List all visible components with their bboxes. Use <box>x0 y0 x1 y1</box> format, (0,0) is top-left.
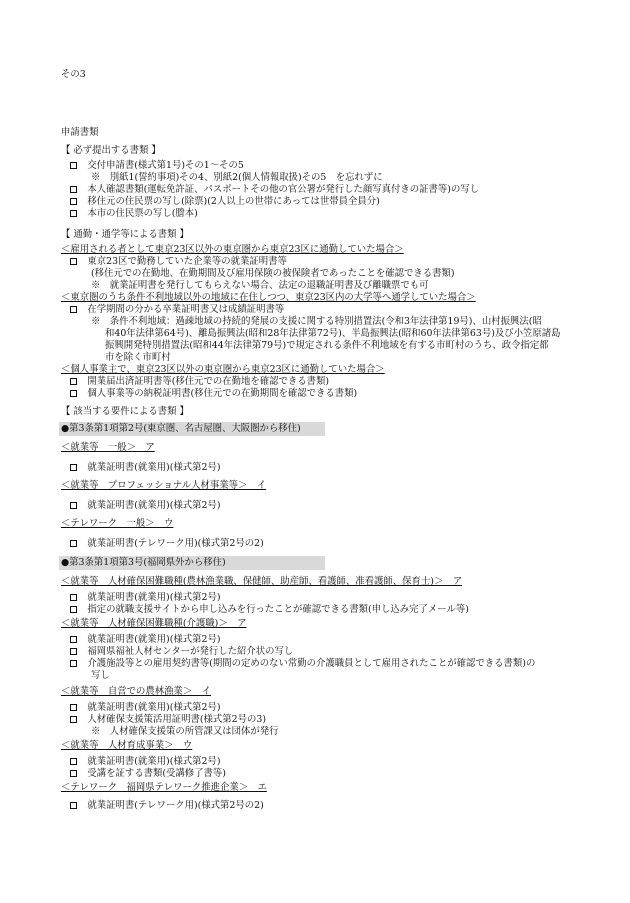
required-heading: 【 必ず提出する書類 】 <box>61 145 161 156</box>
list-item: 就業証明書(就業用)(様式第2号) <box>70 500 221 512</box>
checkbox[interactable] <box>70 162 77 169</box>
checkbox[interactable] <box>70 258 77 265</box>
case-heading: ＜個人事業主で、東京23区以外の東京圏から東京23区に通勤していた場合＞ <box>61 364 385 375</box>
checkbox[interactable] <box>70 802 77 809</box>
checkbox[interactable] <box>70 770 77 777</box>
continuation: 写し <box>91 670 110 681</box>
list-item: 在学期間の分かる卒業証明書又は成績証明書等 <box>70 304 284 316</box>
note: ※ 別紙1(誓約事項)その4、別紙2(個人情報取扱)その5 を忘れずに <box>91 172 383 183</box>
checkbox[interactable] <box>70 198 77 205</box>
checkbox[interactable] <box>70 636 77 643</box>
group-heading: ＜就業等 自営での農林漁業＞ イ <box>61 686 212 697</box>
list-item: 開業届出済証明書等(移住元での在勤地を確認できる書類) <box>70 376 329 388</box>
checkbox[interactable] <box>70 464 77 471</box>
checkbox[interactable] <box>70 594 77 601</box>
note: 市を除く市町村 <box>105 352 171 363</box>
list-item: 人材確保支援策活用証明書(様式第2号の3) <box>70 714 266 726</box>
checkbox[interactable] <box>70 306 77 313</box>
list-item: 福岡県福祉人材センターが発行した紹介状の写し <box>70 646 293 658</box>
commute-heading: 【 通勤・通学等による書類 】 <box>61 229 189 240</box>
group-heading: ＜就業等 人材育成事業＞ ウ <box>61 740 193 751</box>
list-item: 個人事業等の納税証明書(移住元での在勤期間を確認できる書類) <box>70 388 357 400</box>
group-heading: ＜就業等 一般＞ ア <box>61 442 155 453</box>
list-item: 本市の住民票の写し(謄本) <box>70 208 198 220</box>
list-item: 就業証明書(就業用)(様式第2号) <box>70 702 221 714</box>
list-item: 受講を証する書類(受講修了書等) <box>70 768 226 780</box>
group-heading: ＜就業等 プロフェッショナル人材事業等＞ イ <box>61 480 267 491</box>
list-item: 東京23区で勤務していた企業等の就業証明書等 <box>70 256 287 268</box>
list-item: 就業証明書(テレワーク用)(様式第2号の2) <box>70 800 264 812</box>
group-heading: ＜テレワーク 福岡県テレワーク推進企業＞ エ <box>61 782 267 793</box>
requirements-heading: 【 該当する要件による書類 】 <box>61 406 189 417</box>
section-title: ●第3条第1項第3号(福岡県外から移住) <box>59 556 325 570</box>
checkbox[interactable] <box>70 716 77 723</box>
case-heading: ＜雇用される者として東京23区以外の東京圏から東京23区に通勤していた場合＞ <box>61 244 404 255</box>
list-item: 就業証明書(就業用)(様式第2号) <box>70 634 221 646</box>
checkbox[interactable] <box>70 660 77 667</box>
group-heading: ＜テレワーク 一般＞ ウ <box>61 518 174 529</box>
group-heading: ＜就業等 人材確保困難職種(農林漁業職、保健師、助産師、看護師、准看護師、保育士)＞ ア <box>61 576 463 587</box>
list-item: 就業証明書(就業用)(様式第2号) <box>70 756 221 768</box>
list-item: 移住元の住民票の写し(除票)(2人以上の世帯にあっては世帯員全員分) <box>70 196 380 208</box>
list-item: 就業証明書(就業用)(様式第2号) <box>70 592 221 604</box>
group-heading: ＜就業等 人材確保困難職種(介護職)＞ ア <box>61 618 247 629</box>
note: ※ 就業証明書を発行してもらえない場合、法定の退職証明書及び離職票でも可 <box>91 280 429 291</box>
list-item: 交付申請書(様式第1号)その1～その5 <box>70 160 244 172</box>
checkbox[interactable] <box>70 210 77 217</box>
checkbox[interactable] <box>70 648 77 655</box>
checkbox[interactable] <box>70 186 77 193</box>
page-title: 申請書類 <box>61 127 99 138</box>
checkbox[interactable] <box>70 378 77 385</box>
note: 和40年法律第64号)、離島振興法(昭和28年法律第72号)、半島振興法(昭和60年法律第63号)及び小笠原諸島 <box>105 328 561 339</box>
checkbox[interactable] <box>70 758 77 765</box>
checkbox[interactable] <box>70 704 77 711</box>
list-item: 介護施設等との雇用契約書等(期間の定めのない常勤の介護職員として雇用されたことが確認できる書類)の <box>70 658 535 670</box>
section-title: ●第3条第1項第2号(東京圏、名古屋圏、大阪圏から移住) <box>59 422 325 436</box>
checkbox[interactable] <box>70 540 77 547</box>
list-item: 就業証明書(テレワーク用)(様式第2号の2) <box>70 538 264 550</box>
checkbox[interactable] <box>70 502 77 509</box>
list-item: 本人確認書類(運転免許証、パスポートその他の官公署が発行した顔写真付きの証書等)の写し <box>70 184 479 196</box>
note: ※ 人材確保支援策の所管課又は団体が発行 <box>91 726 279 737</box>
sub-text: (移住元での在勤地、在勤期間及び雇用保険の被保険者であったことを確認できる書類) <box>91 268 455 279</box>
checkbox[interactable] <box>70 606 77 613</box>
list-item: 指定の就職支援サイトから申し込みを行ったことが確認できる書類(申し込み完了メール等) <box>70 604 469 616</box>
case-heading: ＜東京圏のうち条件不利地域以外の地域に在住しつつ、東京23区内の大学等へ通学していた場合＞ <box>61 292 476 303</box>
list-item: 就業証明書(就業用)(様式第2号) <box>70 462 221 474</box>
page-label: その3 <box>61 69 86 80</box>
note: ※ 条件不利地域：過疎地域の持続的発展の支援に関する特別措置法(令和3年法律第19号)、山村振興法(昭 <box>91 316 542 327</box>
note: 振興開発特別措置法(昭和44年法律第79号)で規定される条件不利地域を有する市町村のうち、政令指定都 <box>105 340 549 351</box>
checkbox[interactable] <box>70 390 77 397</box>
